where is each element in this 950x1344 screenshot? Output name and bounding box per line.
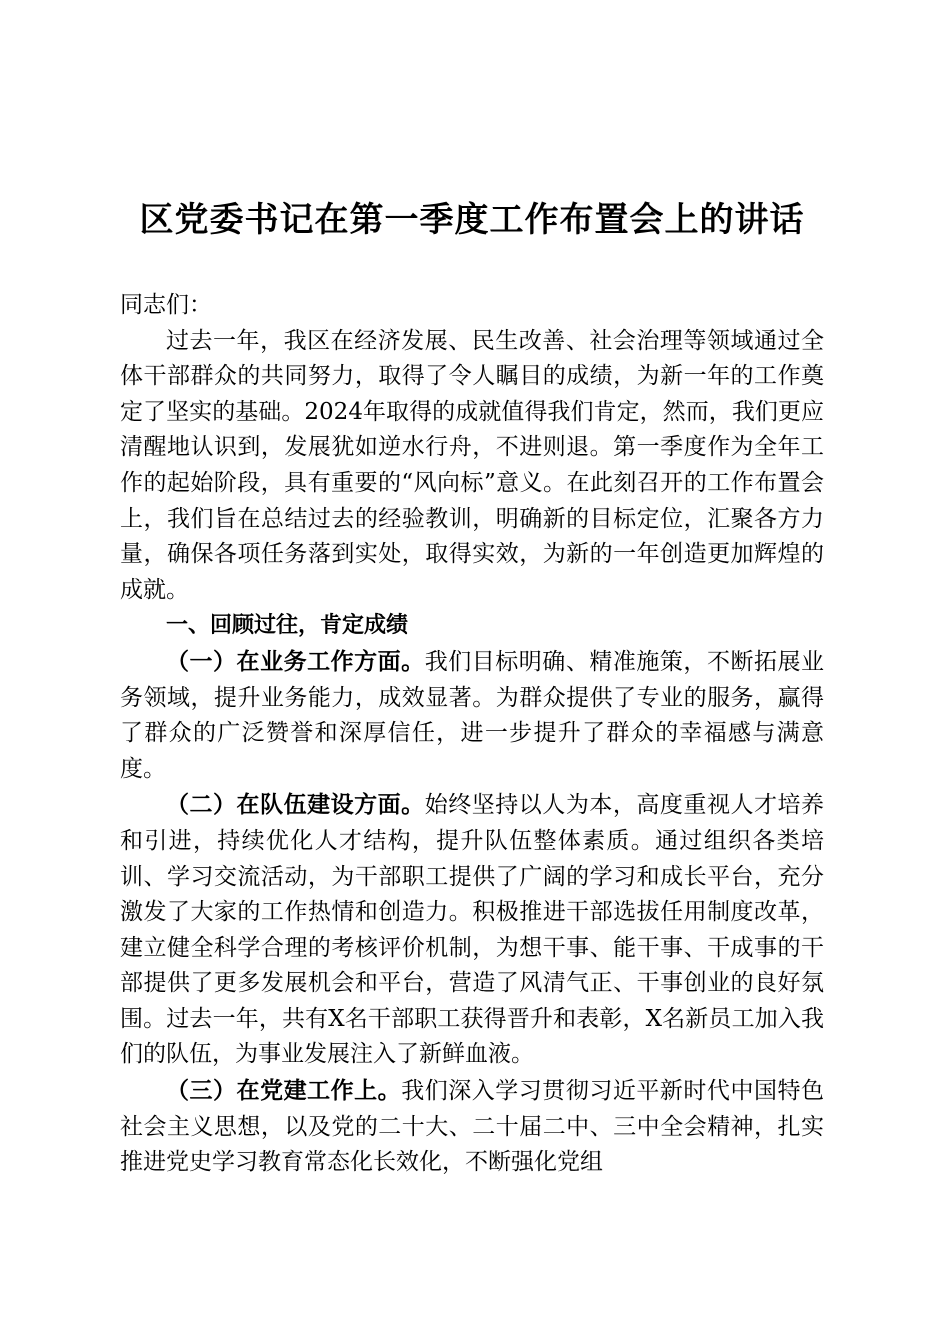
document-body [120, 288, 824, 1181]
document-title: 区党委书记在第一季度工作布置会上的讲话 [139, 200, 805, 240]
item-3-lead: （三）在党建工作上。 [166, 1077, 402, 1105]
paragraph-item-1 [120, 644, 824, 787]
intro-paragraph: 过去一年，我区在经济发展、民生改善、社会治理等领域通过全体干部群众的共同努力，取得了令人瞩目的成绩，为新一年的工作奠定了坚实的基础。2024年取得的成就值得我们肯定，然而，我们更应清醒地认识到，发展犹如逆水行舟，不进则退。第一季度作为全年工作的起始阶段，具有重要的“风向标”意义。在此刻召开的工作布置会上，我们旨在总结过去的经验教训，明确新的目标定位，汇聚各方力量，确保各项任务落到实处，取得实效，为新的一年创造更加辉煌的成就。 [120, 327, 824, 603]
item-1-text: 我们目标明确、精准施策，不断拓展业务领域，提升业务能力，成效显著。为群众提供了专业的服务，赢得了群众的广泛赞誉和深厚信任，进一步提升了群众的幸福感与满意度。 [120, 648, 825, 782]
paragraph-item-3 [120, 1073, 824, 1181]
salutation: 同志们： [120, 292, 212, 318]
item-3-text: 我们深入学习贯彻习近平新时代中国特色社会主义思想，以及党的二十大、二十届二中、三中全会精神，扎实推进党史学习教育常态化长效化，不断强化党组 [120, 1078, 825, 1176]
item-2-text: 始终坚持以人为本，高度重视人才培养和引进，持续优化人才结构，提升队伍整体素质。通过组织各类培训、学习交流活动，为干部职工提供了广阔的学习和成长平台，充分激发了大家的工作热情和创造力。积极推进干部选拔任用制度改革，建立健全科学合理的考核评价机制，为想干事、能干事、干成事的干部提供了更多发展机会和平台，营造了风清气正、干事创业的良好氛围。过去一年，共有X名干部职工获得晋升和表彰，X名新员工加入我们的队伍，为事业发展注入了新鲜血液。 [120, 792, 825, 1068]
item-2-lead: （二）在队伍建设方面。 [166, 791, 425, 819]
section-heading-1: 一、回顾过往，肯定成绩 [166, 613, 409, 639]
paragraph-item-2 [120, 787, 824, 1073]
item-1-lead: （一）在业务工作方面。 [166, 647, 425, 675]
